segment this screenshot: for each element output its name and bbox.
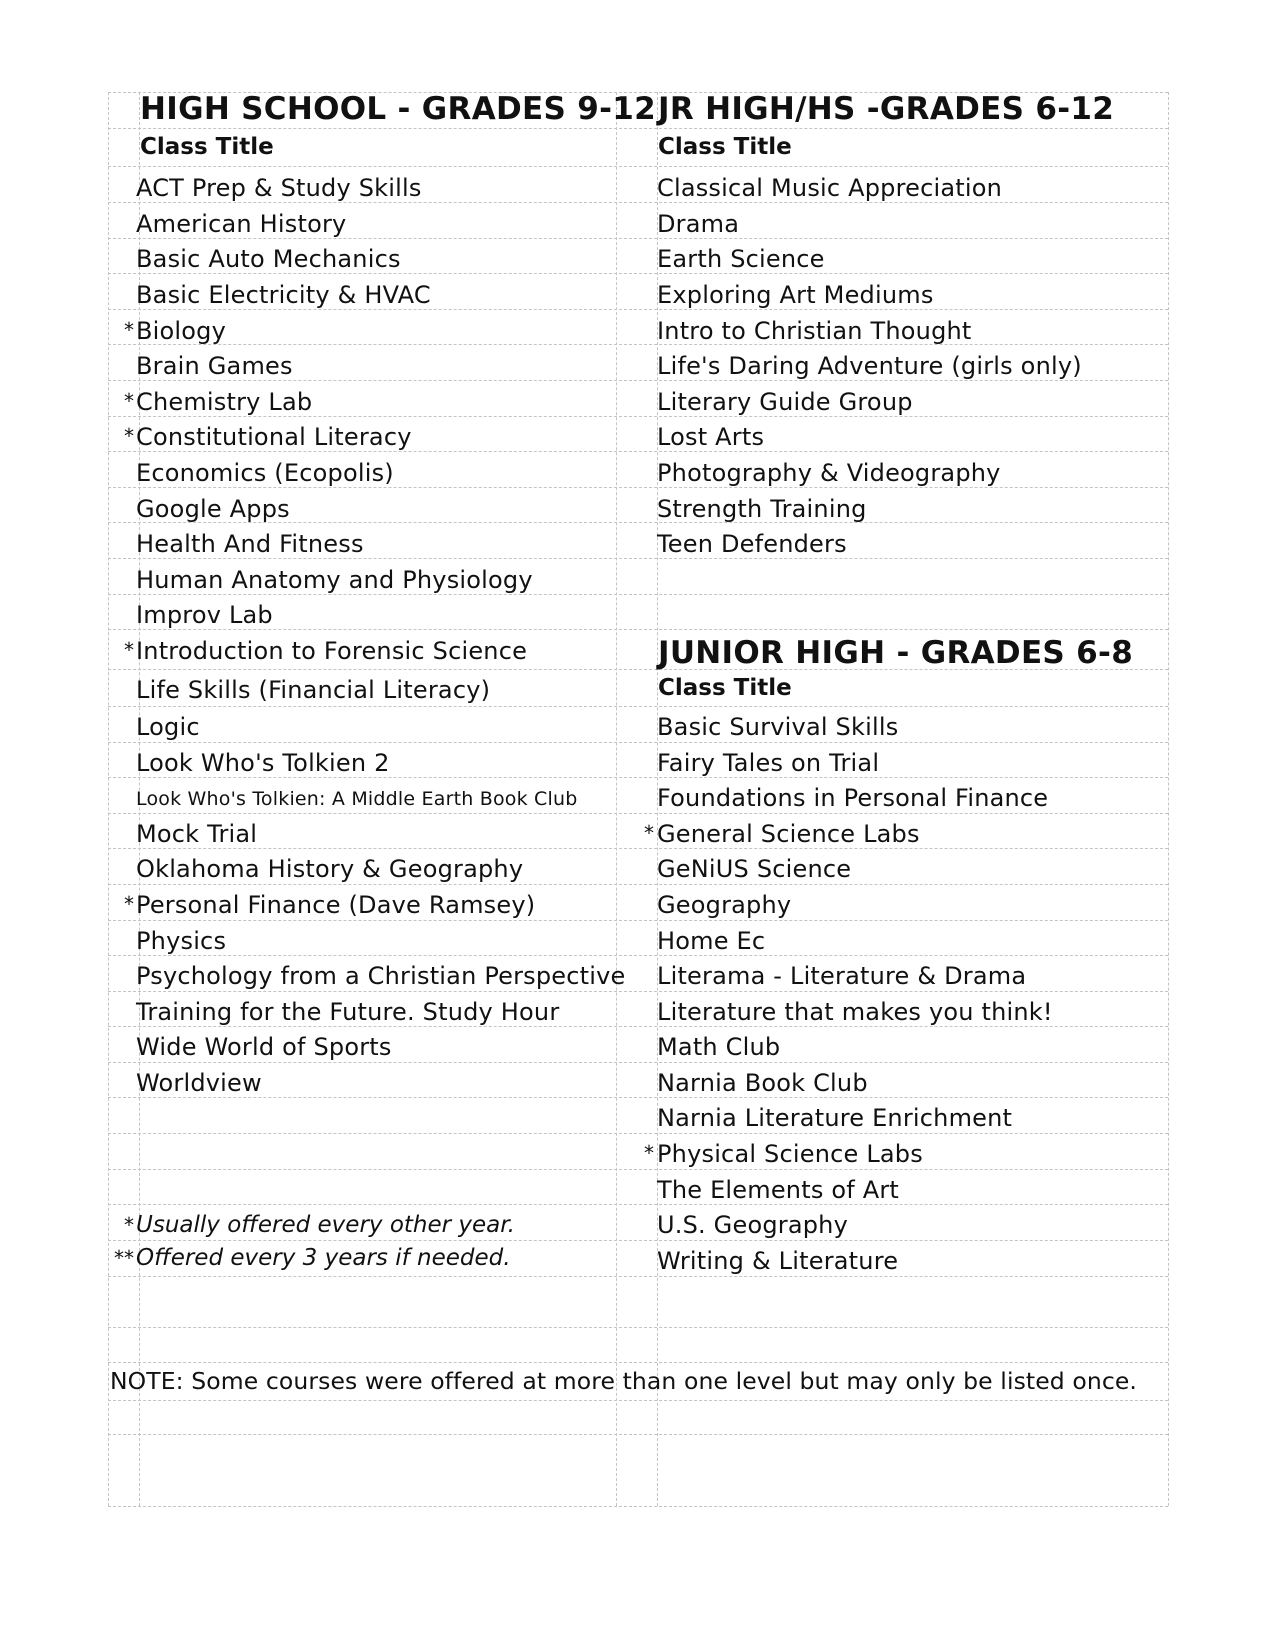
grid-hline [108,1133,1168,1134]
grid-hline [108,706,1168,707]
high-school-course-title: Worldview [136,1069,262,1097]
jr-high-hs-course-title: Intro to Christian Thought [657,317,972,345]
junior-high-course-title: Math Club [657,1033,781,1061]
jr-high-hs-course-title: Strength Training [657,495,867,523]
high-school-course-title: Basic Electricity & HVAC [136,281,431,309]
grid-hline [108,1327,1168,1328]
grid-hline [108,273,1168,274]
jr-high-hs-class-title-header: Class Title [658,134,792,160]
grid-hline [108,558,1168,559]
grid-hline [108,777,1168,778]
grid-hline [108,920,1168,921]
jr-high-hs-course-title: Literary Guide Group [657,388,913,416]
high-school-course-title: Mock Trial [136,820,258,848]
grid-hline [108,813,1168,814]
high-school-course-title: Wide World of Sports [136,1033,392,1061]
junior-high-heading: JUNIOR HIGH - GRADES 6-8 [658,635,1134,671]
junior-high-course-title: Geography [657,891,792,919]
high-school-course-title: Logic [136,713,200,741]
junior-high-course-title: Literama - Literature & Drama [657,962,1027,990]
grid-hline [108,1169,1168,1170]
jr-high-hs-heading: JR HIGH/HS -GRADES 6-12 [658,91,1115,127]
course-list-sheet [108,92,1168,1506]
junior-high-asterisk-marker: * [644,821,654,845]
grid-hline [108,742,1168,743]
high-school-course-title: Human Anatomy and Physiology [136,566,533,594]
grid-hline [108,416,1168,417]
high-school-asterisk-marker: * [124,424,134,448]
junior-high-course-title: General Science Labs [657,820,920,848]
grid-hline [108,1204,1168,1205]
grid-hline [108,380,1168,381]
grid-hline [108,344,1168,345]
high-school-asterisk-marker: * [124,638,134,662]
grid-hline [108,991,1168,992]
junior-high-course-title: Narnia Literature Enrichment [657,1104,1013,1132]
grid-hline [108,1062,1168,1063]
grid-hline [108,629,1168,630]
jr-high-hs-course-title: Lost Arts [657,423,765,451]
high-school-course-title: Constitutional Literacy [136,423,412,451]
jr-high-hs-course-title: Photography & Videography [657,459,1001,487]
junior-high-class-title-header: Class Title [658,675,792,701]
junior-high-course-title: Fairy Tales on Trial [657,749,880,777]
high-school-course-title: Look Who's Tolkien: A Middle Earth Book Club [136,788,578,810]
high-school-course-title: Economics (Ecopolis) [136,459,394,487]
high-school-course-title: Google Apps [136,495,290,523]
high-school-course-title: Introduction to Forensic Science [136,637,528,665]
grid-hline [108,1362,1168,1363]
high-school-asterisk-marker: * [124,892,134,916]
high-school-course-title: Health And Fitness [136,530,364,558]
high-school-course-title: Training for the Future. Study Hour [136,998,560,1026]
junior-high-course-title: U.S. Geography [657,1211,848,1239]
footnote-asterisk-marker: * [124,1213,134,1237]
jr-high-hs-course-title: Classical Music Appreciation [657,174,1003,202]
junior-high-course-title: Basic Survival Skills [657,713,899,741]
high-school-heading: HIGH SCHOOL - GRADES 9-12 [140,91,657,127]
high-school-course-title: Improv Lab [136,601,273,629]
junior-high-course-title: Home Ec [657,927,766,955]
junior-high-course-title: The Elements of Art [657,1176,900,1204]
grid-vline [616,92,617,1506]
grid-hline [108,238,1168,239]
grid-vline [1168,92,1169,1506]
grid-hline [108,1400,1168,1401]
grid-hline [108,1434,1168,1435]
grid-hline [108,848,1168,849]
grid-hline [108,1026,1168,1027]
high-school-course-title: Basic Auto Mechanics [136,245,401,273]
grid-hline [108,309,1168,310]
high-school-course-title: Oklahoma History & Geography [136,855,524,883]
grid-hline [108,955,1168,956]
high-school-course-title: Personal Finance (Dave Ramsey) [136,891,536,919]
footnote-text: Usually offered every other year. [136,1212,515,1238]
junior-high-course-title: Writing & Literature [657,1247,899,1275]
junior-high-course-title: Narnia Book Club [657,1069,868,1097]
high-school-asterisk-marker: * [124,389,134,413]
grid-hline [108,1240,1168,1241]
footer-note: NOTE: Some courses were offered at more than one level but may only be listed once. [110,1367,1137,1395]
high-school-course-title: Psychology from a Christian Perspective [136,962,626,990]
grid-hline [108,451,1168,452]
grid-hline [108,1506,1168,1507]
high-school-course-title: Biology [136,317,227,345]
grid-hline [108,128,1168,129]
junior-high-course-title: Foundations in Personal Finance [657,784,1049,812]
grid-hline [108,594,1168,595]
junior-high-course-title: Literature that makes you think! [657,998,1053,1026]
high-school-course-title: Life Skills (Financial Literacy) [136,676,491,704]
jr-high-hs-course-title: Earth Science [657,245,825,273]
footnote-text: Offered every 3 years if needed. [136,1245,511,1271]
grid-hline [108,166,1168,167]
footnote-asterisk-marker: ** [114,1246,134,1270]
high-school-course-title: Chemistry Lab [136,388,313,416]
high-school-course-title: Brain Games [136,352,293,380]
high-school-course-title: Look Who's Tolkien 2 [136,749,390,777]
grid-hline [108,487,1168,488]
grid-hline [108,1276,1168,1277]
jr-high-hs-course-title: Exploring Art Mediums [657,281,934,309]
high-school-course-title: ACT Prep & Study Skills [136,174,422,202]
high-school-course-title: Physics [136,927,227,955]
grid-vline [108,92,109,1506]
high-school-asterisk-marker: * [124,318,134,342]
junior-high-course-title: Physical Science Labs [657,1140,923,1168]
jr-high-hs-course-title: Drama [657,210,740,238]
junior-high-course-title: GeNiUS Science [657,855,852,883]
jr-high-hs-course-title: Life's Daring Adventure (girls only) [657,352,1082,380]
grid-hline [108,884,1168,885]
grid-hline [108,202,1168,203]
grid-hline [108,1097,1168,1098]
high-school-course-title: American History [136,210,347,238]
high-school-class-title-header: Class Title [140,134,274,160]
junior-high-asterisk-marker: * [644,1141,654,1165]
jr-high-hs-course-title: Teen Defenders [657,530,847,558]
